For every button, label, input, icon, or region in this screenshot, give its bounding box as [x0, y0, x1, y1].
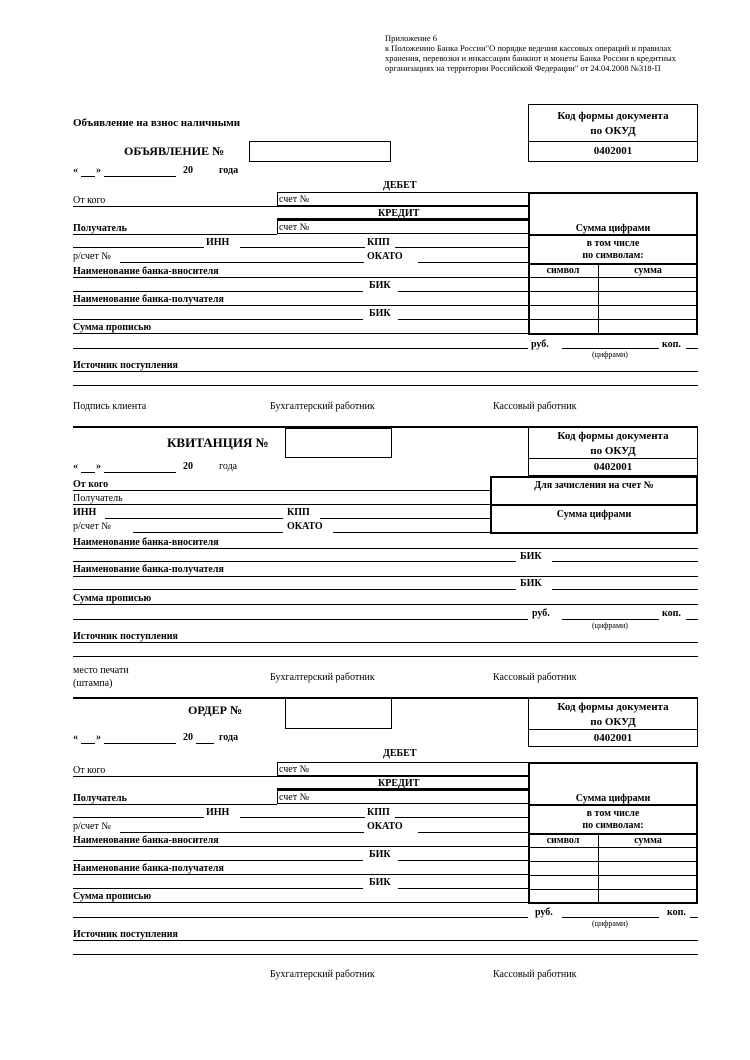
announcement-okato-field[interactable]: [418, 262, 528, 263]
order-from-label: От кого: [73, 765, 106, 776]
order-date-month[interactable]: [104, 743, 176, 744]
announcement-bank-recipient-label: Наименование банка-получателя: [73, 294, 224, 305]
announcement-bank-depositor-label: Наименование банка-вносителя: [73, 266, 219, 277]
order-kop-label: коп.: [667, 907, 686, 918]
receipt-recipient-label: Получатель: [73, 493, 123, 504]
order-bik-2-label: БИК: [369, 877, 391, 888]
announcement-sum-words-label: Сумма прописью: [73, 322, 152, 333]
announcement-bank-depositor-field[interactable]: [73, 277, 528, 278]
announcement-source-field[interactable]: [73, 371, 698, 372]
receipt-cashier: Кассовый работник: [493, 672, 577, 683]
announcement-inn-pre-field[interactable]: [73, 247, 204, 248]
receipt-bik-2-field[interactable]: [552, 589, 698, 590]
receipt-credit-to-label: Для зачисления на счет №: [534, 480, 654, 491]
announcement-sum-digits-label: Сумма цифрами: [575, 223, 651, 234]
announcement-client-sign: Подпись клиента: [73, 401, 147, 412]
order-rub-label: руб.: [535, 907, 553, 918]
announcement-incl-label-2: по символам:: [582, 250, 644, 261]
receipt-sum-words-field[interactable]: [73, 604, 698, 605]
receipt-from-label: От кого: [73, 479, 109, 490]
order-debit-account-label: счет №: [279, 764, 310, 775]
receipt-accountant: Бухгалтерский работник: [270, 672, 375, 683]
receipt-bank-depositor-field[interactable]: [73, 548, 698, 549]
receipt-title: КВИТАНЦИЯ №: [167, 435, 269, 450]
receipt-from-field[interactable]: [73, 490, 490, 491]
order-sum-words-field[interactable]: [73, 902, 528, 903]
announcement-cashier: Кассовый работник: [493, 401, 577, 412]
order-credit-account-label: счет №: [279, 792, 310, 803]
announcement-bank-recipient-field[interactable]: [73, 305, 528, 306]
announcement-rs-field[interactable]: [120, 262, 364, 263]
receipt-okato-label: ОКАТО: [287, 521, 323, 532]
announcement-kop-field[interactable]: [686, 348, 698, 349]
announcement-date-day[interactable]: [81, 176, 95, 177]
order-accountant: Бухгалтерский работник: [270, 969, 375, 980]
receipt-inn-field[interactable]: [105, 518, 283, 519]
order-year-suffix: года: [219, 732, 239, 743]
announcement-incl-label-1: в том числе: [586, 238, 640, 249]
order-debit-account-field[interactable]: [277, 762, 529, 776]
appendix-note: [385, 33, 685, 73]
order-incl-label-2: по символам:: [582, 820, 644, 831]
receipt-bik-1-label: БИК: [520, 551, 542, 562]
order-source-label: Источник поступления: [73, 929, 178, 940]
announcement-recipient-label: Получатель: [73, 223, 127, 234]
announcement-date-open: «: [73, 165, 78, 176]
order-bik-1-field[interactable]: [73, 860, 363, 861]
order-kop-field[interactable]: [690, 917, 698, 918]
order-bik-2-field[interactable]: [73, 888, 363, 889]
order-kpp-field[interactable]: [395, 817, 528, 818]
order-bank-recipient-label: Наименование банка-получателя: [73, 863, 224, 874]
receipt-source-label: Источник поступления: [73, 631, 178, 642]
order-okud-code: 0402001: [593, 732, 633, 744]
order-bank-depositor-label: Наименование банка-вносителя: [73, 835, 219, 846]
order-rs-label: р/счет №: [73, 821, 111, 832]
announcement-sum-words-field[interactable]: [73, 333, 528, 334]
announcement-rub-field[interactable]: [562, 348, 659, 349]
order-number-field[interactable]: [285, 698, 392, 729]
order-incl-label-1: в том числе: [586, 808, 640, 819]
order-inn-pre-field[interactable]: [73, 817, 204, 818]
order-year-field[interactable]: [196, 743, 214, 744]
receipt-source-field[interactable]: [73, 642, 698, 643]
announcement-bik-2-field[interactable]: [73, 319, 363, 320]
receipt-date-month[interactable]: [104, 472, 176, 473]
order-date-close: »: [96, 732, 101, 743]
announcement-year: 20: [183, 165, 193, 176]
receipt-year-suffix: года: [219, 461, 238, 472]
order-rub-field[interactable]: [562, 917, 659, 918]
receipt-kpp-label: КПП: [287, 507, 310, 518]
order-okud-label: Код формы документа по ОКУД: [557, 701, 669, 728]
receipt-digits-note: (цифрами): [592, 621, 628, 630]
receipt-sum-words-label: Сумма прописью: [73, 593, 152, 604]
order-debit: ДЕБЕТ: [383, 748, 417, 759]
order-okato-field[interactable]: [418, 832, 528, 833]
receipt-rub-field[interactable]: [562, 619, 659, 620]
announcement-debit-account-label: счет №: [279, 194, 310, 205]
announcement-year-suffix: года: [219, 165, 239, 176]
order-date-open: «: [73, 732, 78, 743]
announcement-inn-field[interactable]: [240, 247, 365, 248]
receipt-date-open: «: [73, 461, 78, 472]
order-bank-recipient-field[interactable]: [73, 874, 528, 875]
order-symbol-header: символ: [546, 835, 580, 846]
receipt-recipient-field[interactable]: [73, 504, 490, 505]
order-date-day[interactable]: [81, 743, 95, 744]
announcement-accountant: Бухгалтерский работник: [270, 401, 375, 412]
announcement-okato-label: ОКАТО: [367, 251, 403, 262]
receipt-sum-digits-label: Сумма цифрами: [556, 509, 632, 520]
announcement-okud-label: Код формы документа по ОКУД: [557, 110, 669, 137]
receipt-year: 20: [183, 461, 193, 472]
order-inn-field[interactable]: [240, 817, 365, 818]
order-okato-label: ОКАТО: [367, 821, 403, 832]
announcement-digits-note: (цифрами): [592, 350, 628, 359]
receipt-kop-label: коп.: [662, 608, 681, 619]
receipt-stamp-1: место печати: [73, 665, 129, 676]
receipt-bank-recipient-field[interactable]: [73, 576, 698, 577]
announcement-heading: Объявление на взнос наличными: [73, 117, 241, 129]
announcement-number-field[interactable]: [249, 141, 391, 162]
announcement-rs-label: р/счет №: [73, 251, 111, 262]
receipt-kpp-field[interactable]: [320, 518, 490, 519]
order-credit: КРЕДИТ: [378, 778, 420, 789]
announcement-debit: ДЕБЕТ: [383, 180, 417, 191]
announcement-credit-account-label: счет №: [279, 222, 310, 233]
announcement-credit-account-field[interactable]: [277, 220, 529, 234]
announcement-kpp-label: КПП: [367, 237, 390, 248]
order-kpp-label: КПП: [367, 807, 390, 818]
receipt-date-close: »: [96, 461, 101, 472]
announcement-debit-account-field[interactable]: [277, 192, 529, 206]
receipt-okato-field[interactable]: [333, 532, 490, 533]
announcement-source-label: Источник поступления: [73, 360, 178, 371]
order-sum-digits-label: Сумма цифрами: [575, 793, 651, 804]
order-year: 20: [183, 732, 193, 743]
receipt-rs-label: р/счет №: [73, 521, 111, 532]
order-source-field[interactable]: [73, 940, 698, 941]
receipt-bank-depositor-label: Наименование банка-вносителя: [73, 537, 219, 548]
announcement-kop-label: коп.: [662, 339, 681, 350]
announcement-bik-2-label: БИК: [369, 308, 391, 319]
announcement-date-month[interactable]: [104, 176, 176, 177]
announcement-title: ОБЪЯВЛЕНИЕ №: [124, 144, 225, 158]
order-digits-note: (цифрами): [592, 919, 628, 928]
order-sum-header: сумма: [634, 835, 662, 846]
receipt-kop-field[interactable]: [686, 619, 698, 620]
receipt-rub-label: руб.: [532, 608, 550, 619]
receipt-date-day[interactable]: [81, 472, 95, 473]
announcement-date-close: »: [96, 165, 101, 176]
announcement-rub-label: руб.: [531, 339, 549, 350]
appendix-text: к Положению Банка России"О порядке ведения кассовых операций и правилах хранения, перевозки и инкассации банкнот и монеты Банка России в кредитных организациях на территории Российской Федерации" от 24.04.2008 №318-П: [385, 43, 676, 73]
announcement-credit: КРЕДИТ: [378, 208, 420, 219]
receipt-bik-2-label: БИК: [520, 578, 542, 589]
receipt-okud-label: Код формы документа по ОКУД: [557, 430, 669, 457]
receipt-bik-1-field[interactable]: [552, 561, 698, 562]
announcement-bik-1-field[interactable]: [73, 291, 363, 292]
announcement-symbol-header: символ: [546, 265, 580, 276]
order-credit-account-field[interactable]: [277, 790, 529, 804]
receipt-number-field[interactable]: [285, 428, 392, 458]
order-title: ОРДЕР №: [188, 703, 243, 717]
announcement-bik-1-label: БИК: [369, 280, 391, 291]
order-bank-depositor-field[interactable]: [73, 846, 528, 847]
order-recipient-label: Получатель: [73, 793, 127, 804]
receipt-rs-field[interactable]: [133, 532, 283, 533]
announcement-sum-header: сумма: [634, 265, 662, 276]
order-cashier: Кассовый работник: [493, 969, 577, 980]
appendix-line-1: Приложение 6: [385, 33, 437, 43]
announcement-okud-code: 0402001: [593, 145, 633, 157]
announcement-inn-label: ИНН: [206, 237, 230, 248]
order-sum-words-label: Сумма прописью: [73, 891, 152, 902]
order-inn-label: ИНН: [206, 807, 230, 818]
receipt-bank-recipient-label: Наименование банка-получателя: [73, 564, 224, 575]
receipt-okud-code: 0402001: [593, 461, 633, 473]
receipt-stamp-2: (штампа): [73, 678, 113, 689]
receipt-inn-label: ИНН: [73, 507, 97, 518]
order-rs-field[interactable]: [120, 832, 364, 833]
announcement-from-label: От кого: [73, 195, 106, 206]
announcement-kpp-field[interactable]: [395, 247, 528, 248]
order-bik-1-label: БИК: [369, 849, 391, 860]
